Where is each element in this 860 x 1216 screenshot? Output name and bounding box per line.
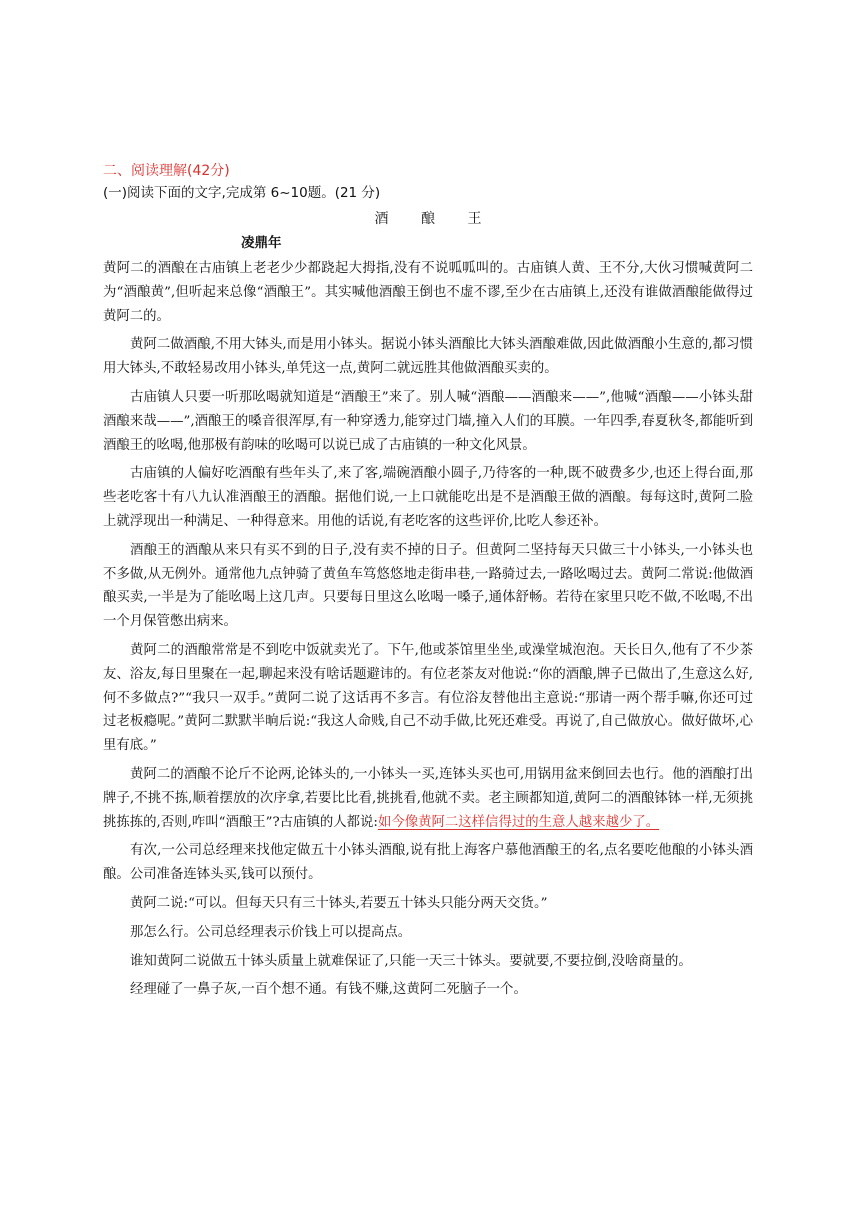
paragraph-7 bbox=[103, 763, 753, 834]
paragraph-12: 经理碰了一鼻子灰,一百个想不通。有钱不赚,这黄阿二死脑子一个。 bbox=[130, 982, 527, 998]
article-author: 凌鼎年 bbox=[241, 235, 282, 251]
question-instruction: (一)阅读下面的文字,完成第 6~10题。(21 分) bbox=[103, 185, 381, 201]
paragraph-8: 有次,一公司总经理来找他定做五十小钵头酒酿,说有批上海客户慕他酒酿王的名,点名要吃他酿的小钵头酒酿。公司准备连钵头买,钱可以预付。 bbox=[103, 843, 753, 883]
paragraph-3: 古庙镇人只要一听那吆喝就知道是“酒酿王”来了。别人喊“酒酿——酒酿来——”,他喊“酒酿——小钵头甜酒酿来哉——”,酒酿王的嗓音很浑厚,有一种穿透力,能穿过门墙,撞入人们的耳膜。一年四季,春夏秋冬,都能听到酒酿王的吆喝,他那极有韵味的吆喝可以说已成了古庙镇的一种文化风景。 bbox=[103, 389, 753, 453]
paragraph-9: 黄阿二说:“可以。但每天只有三十钵头,若要五十钵头只能分两天交货。” bbox=[130, 895, 548, 911]
paragraph-2: 黄阿二做酒酿,不用大钵头,而是用小钵头。据说小钵头酒酿比大钵头酒酿难做,因此做酒酿小生意的,都习惯用大钵头,不敢轻易改用小钵头,单凭这一点,黄阿二就远胜其他做酒酿买卖的。 bbox=[103, 337, 753, 377]
paragraph-7-text: 黄阿二的酒酿不论斤不论两,论钵头的,一小钵头一买,连钵头买也可,用锅用盆来倒回去也行。他的酒酿打出牌子,不挑不拣,顺着摆放的次序拿,若要比比看,挑挑看,他就不卖。老主顾都知道,黄阿二的酒酿钵钵一样,无须挑挑拣拣的,否则,咋叫“酒酿王”?古庙镇的人都说: bbox=[103, 766, 753, 830]
paragraph-6: 黄阿二的酒酿常常是不到吃中饭就卖光了。下午,他或茶馆里坐坐,或澡堂城泡泡。天长日久,他有了不少茶友、浴友,每日里聚在一起,聊起来没有啥话题避讳的。有位老茶友对他说:“你的酒酿,牌子已做出了,生意这么好,何不多做点?”“我只一双手。”黄阿二说了这话再不多言。有位浴友替他出主意说:“那请一两个帮手嘛,你还可过过老板瘾呢。”黄阿二默默半晌后说:“我这人命贱,自己不动手做,比死还难受。再说了,自己做放心。做好做坏,心里有底。” bbox=[103, 642, 753, 754]
paragraph-5: 酒酿王的酒酿从来只有买不到的日子,没有卖不掉的日子。但黄阿二坚持每天只做三十小钵头,一小钵头也不多做,从无例外。通常他九点钟骑了黄鱼车笃悠悠地走街串巷,一路骑过去,一路吆喝过去。黄阿二常说:他做酒酿买卖,一半是为了能吆喝上这几声。只要每日里这么吆喝一嗓子,通体舒畅。若待在家里只吃不做,不吆喝,不出一个月保管憋出病来。 bbox=[103, 542, 753, 630]
section-title: 二、阅读理解(42分) bbox=[103, 163, 230, 179]
paragraph-10: 那怎么行。公司总经理表示价钱上可以提高点。 bbox=[130, 924, 412, 940]
paragraph-4: 古庙镇的人偏好吃酒酿有些年头了,来了客,端碗酒酿小圆子,乃待客的一种,既不破费多少,也还上得台面,那些老吃客十有八九认准酒酿王的酒酿。据他们说,一上口就能吃出是不是酒酿王做的酒酿。每每这时,黄阿二脸上就浮现出一种满足、一种得意来。用他的话说,有老吃客的这些评价,比吃人参还补。 bbox=[103, 466, 753, 529]
article-title: 酒 酿 王 bbox=[374, 211, 496, 227]
underlined-sentence: 如今像黄阿二这样信得过的生意人越来越少了。 bbox=[377, 814, 660, 830]
document-page bbox=[103, 160, 753, 1007]
paragraph-11: 谁知黄阿二说做五十钵头质量上就难保证了,只能一天三十钵头。要就要,不要拉倒,没啥商量的。 bbox=[130, 953, 692, 969]
paragraph-1: 黄阿二的酒酿在古庙镇上老老少少都跷起大拇指,没有不说呱呱叫的。古庙镇人黄、王不分,大伙习惯喊黄阿二为“酒酿黄”,但听起来总像“酒酿王”。其实喊他酒酿王倒也不虚不谬,至少在古庙镇上,还没有谁做酒酿能做得过黄阿二的。 bbox=[103, 261, 753, 324]
